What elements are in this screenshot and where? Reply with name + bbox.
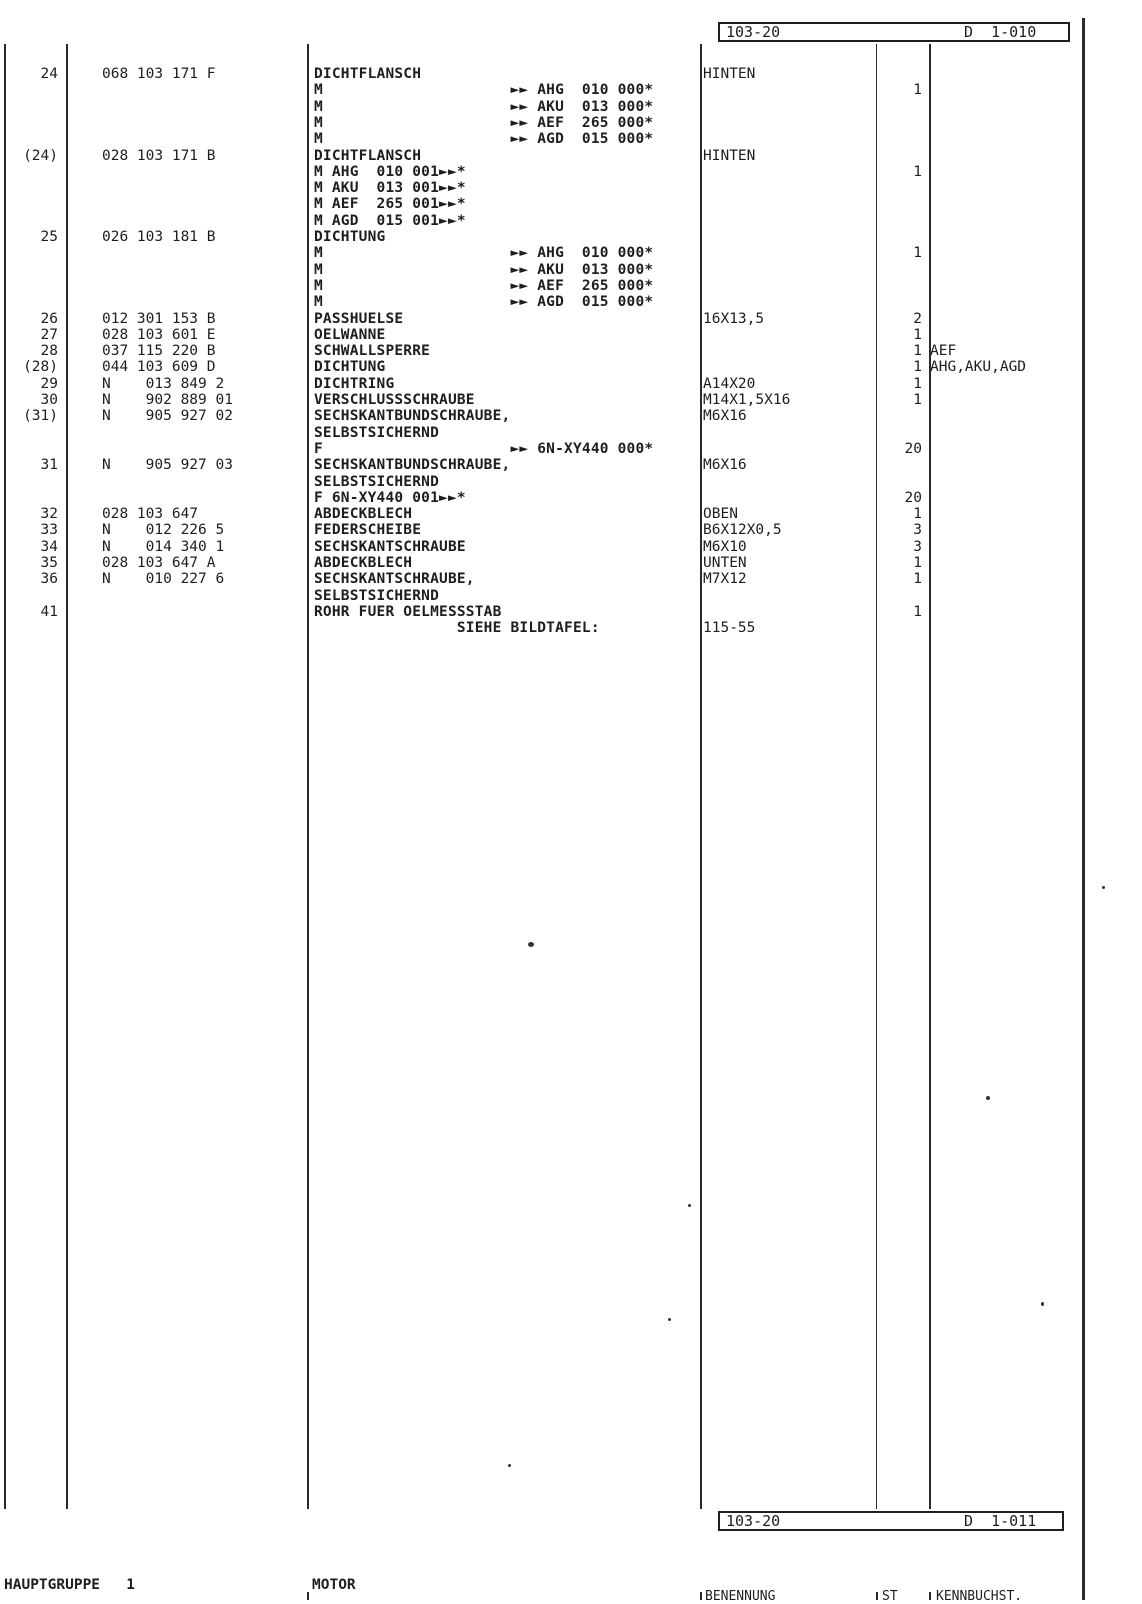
part-number: 037 115 220 B — [102, 343, 216, 360]
part-description: SELBSTSICHERND — [314, 473, 440, 490]
quantity: 1 — [913, 555, 922, 571]
model-code: AHG,AKU,AGD — [930, 359, 1027, 376]
position-number: 28 — [40, 343, 58, 360]
part-spec: 16X13,5 — [703, 310, 765, 327]
quantity: 1 — [913, 245, 922, 262]
position-number: 41 — [40, 603, 58, 620]
footer-group-number: 103-20 — [726, 1512, 781, 1530]
header-group-number: 103-20 — [726, 23, 781, 41]
scan-speck — [1041, 1302, 1044, 1306]
part-spec: OBEN — [703, 506, 738, 523]
page-header-box-bottom — [718, 1511, 1064, 1531]
part-spec: B6X12X0,5 — [703, 522, 782, 539]
table-row — [0, 490, 1142, 506]
part-description: VERSCHLUSSSCHRAUBE — [314, 392, 475, 408]
scan-speck — [688, 1204, 691, 1207]
part-spec: HINTEN — [703, 66, 756, 82]
table-row — [0, 213, 1142, 229]
part-description: DICHTFLANSCH — [314, 147, 422, 164]
table-row — [0, 506, 1142, 522]
part-number: 028 103 601 E — [102, 326, 216, 343]
part-description: F 6N-XY440 001►►* — [314, 489, 466, 506]
quantity: 1 — [913, 343, 922, 360]
position-number: 35 — [40, 555, 58, 571]
table-row — [0, 376, 1142, 392]
part-description: M ►► AHG 010 000* — [314, 245, 654, 262]
part-number: N 902 889 01 — [102, 392, 233, 408]
quantity: 1 — [913, 326, 922, 343]
position-number: (24) — [23, 147, 58, 164]
table-row — [0, 425, 1142, 441]
main-group-label: HAUPTGRUPPE 1 — [4, 1577, 135, 1593]
position-number: 26 — [40, 310, 58, 327]
table-row — [0, 604, 1142, 620]
table-row — [0, 229, 1142, 245]
quantity: 1 — [913, 571, 922, 588]
part-description: SELBSTSICHERND — [314, 587, 440, 604]
part-number: 028 103 647 — [102, 506, 199, 523]
part-number: N 012 226 5 — [102, 522, 225, 539]
table-row — [0, 311, 1142, 327]
part-description: PASSHUELSE — [314, 310, 404, 327]
part-number: N 905 927 02 — [102, 408, 233, 425]
position-number: 33 — [40, 522, 58, 539]
quantity: 1 — [913, 506, 922, 523]
table-row — [0, 278, 1142, 294]
part-description: SECHSKANTBUNDSCHRAUBE, — [314, 408, 511, 425]
footer-divider — [876, 1592, 878, 1600]
page-header-box-top — [718, 22, 1070, 42]
table-row — [0, 148, 1142, 164]
table-row — [0, 245, 1142, 261]
part-description: SECHSKANTSCHRAUBE, — [314, 571, 475, 588]
position-number: 27 — [40, 326, 58, 343]
part-spec: M6X16 — [703, 457, 747, 474]
table-row — [0, 115, 1142, 131]
column-header-mark: KENNBUCHST. — [936, 1589, 1023, 1604]
scan-speck — [528, 942, 534, 947]
part-number: 028 103 171 B — [102, 147, 216, 164]
footer-divider — [929, 1592, 931, 1600]
part-description: SCHWALLSPERRE — [314, 343, 431, 360]
part-description: ABDECKBLECH — [314, 555, 413, 571]
part-description: SECHSKANTBUNDSCHRAUBE, — [314, 457, 511, 474]
quantity: 1 — [913, 603, 922, 620]
quantity: 3 — [913, 538, 922, 555]
table-row — [0, 359, 1142, 375]
part-spec: M7X12 — [703, 571, 747, 588]
part-description: M ►► AEF 265 000* — [314, 277, 654, 294]
part-description: M AHG 010 001►►* — [314, 163, 466, 180]
column-header-qty: ST — [882, 1589, 898, 1604]
part-number: 012 301 153 B — [102, 310, 216, 327]
position-number: 25 — [40, 229, 58, 245]
main-group-name: MOTOR — [312, 1577, 356, 1593]
quantity: 1 — [913, 82, 922, 99]
part-spec: 115-55 — [703, 620, 756, 637]
part-description: SELBSTSICHERND — [314, 424, 440, 441]
position-number: 32 — [40, 506, 58, 523]
part-description: M ►► AEF 265 000* — [314, 114, 654, 131]
footer-page-number: D 1-011 — [964, 1512, 1037, 1530]
part-number: N 010 227 6 — [102, 571, 225, 588]
scan-speck — [1102, 886, 1105, 889]
quantity: 1 — [913, 392, 922, 408]
quantity: 3 — [913, 522, 922, 539]
part-description: FEDERSCHEIBE — [314, 522, 422, 539]
part-description: F ►► 6N-XY440 000* — [314, 440, 654, 457]
position-number: (28) — [23, 359, 58, 376]
table-row — [0, 343, 1142, 359]
position-number: 36 — [40, 571, 58, 588]
part-description: DICHTUNG — [314, 229, 386, 245]
part-description: M ►► AHG 010 000* — [314, 82, 654, 99]
footer-divider — [307, 1592, 309, 1600]
part-number: 026 103 181 B — [102, 229, 216, 245]
footer-divider — [700, 1592, 702, 1600]
table-row — [0, 196, 1142, 212]
part-description: M AEF 265 001►►* — [314, 196, 466, 213]
part-description: ABDECKBLECH — [314, 506, 413, 523]
table-row — [0, 522, 1142, 538]
part-number: N 014 340 1 — [102, 538, 225, 555]
part-description: M ►► AGD 015 000* — [314, 294, 654, 311]
quantity: 20 — [904, 440, 922, 457]
part-spec: M6X16 — [703, 408, 747, 425]
table-row — [0, 131, 1142, 147]
table-row — [0, 441, 1142, 457]
part-description: M ►► AKU 013 000* — [314, 261, 654, 278]
table-row — [0, 262, 1142, 278]
part-number: N 013 849 2 — [102, 375, 225, 392]
part-number: 068 103 171 F — [102, 66, 216, 82]
part-spec: HINTEN — [703, 147, 756, 164]
table-row — [0, 571, 1142, 587]
quantity: 1 — [913, 163, 922, 180]
position-number: 31 — [40, 457, 58, 474]
table-row — [0, 82, 1142, 98]
table-row — [0, 555, 1142, 571]
table-row — [0, 180, 1142, 196]
part-description: OELWANNE — [314, 326, 386, 343]
quantity: 20 — [904, 489, 922, 506]
part-spec: UNTEN — [703, 555, 747, 571]
part-number: 028 103 647 A — [102, 555, 216, 571]
part-description: M ►► AGD 015 000* — [314, 131, 654, 148]
part-number: 044 103 609 D — [102, 359, 216, 376]
part-description: SIEHE BILDTAFEL: — [314, 620, 600, 637]
scan-speck — [668, 1318, 671, 1321]
table-row — [0, 164, 1142, 180]
position-number: 24 — [40, 66, 58, 82]
part-description: DICHTFLANSCH — [314, 66, 422, 82]
table-row — [0, 457, 1142, 473]
part-description: DICHTRING — [314, 375, 395, 392]
header-page-number: D 1-010 — [964, 23, 1037, 41]
table-row — [0, 392, 1142, 408]
part-description: SECHSKANTSCHRAUBE — [314, 538, 466, 555]
quantity: 2 — [913, 310, 922, 327]
part-number: N 905 927 03 — [102, 457, 233, 474]
scan-speck — [986, 1096, 990, 1100]
column-header-designation: BENENNUNG — [705, 1589, 776, 1604]
part-description: M AKU 013 001►►* — [314, 180, 466, 197]
part-description: DICHTUNG — [314, 359, 386, 376]
scan-speck — [508, 1464, 511, 1467]
part-spec: M14X1,5X16 — [703, 392, 791, 408]
position-number: 29 — [40, 375, 58, 392]
table-row — [0, 539, 1142, 555]
quantity: 1 — [913, 359, 922, 376]
table-row — [0, 99, 1142, 115]
table-row — [0, 474, 1142, 490]
table-row — [0, 620, 1142, 636]
table-row — [0, 66, 1142, 82]
table-row — [0, 408, 1142, 424]
quantity: 1 — [913, 375, 922, 392]
part-description: M AGD 015 001►►* — [314, 212, 466, 229]
part-spec: A14X20 — [703, 375, 756, 392]
position-number: 34 — [40, 538, 58, 555]
position-number: 30 — [40, 392, 58, 408]
table-row — [0, 294, 1142, 310]
model-code: AEF — [930, 343, 957, 360]
part-spec: M6X10 — [703, 538, 747, 555]
part-description: ROHR FUER OELMESSSTAB — [314, 603, 502, 620]
table-row — [0, 588, 1142, 604]
position-number: (31) — [23, 408, 58, 425]
part-description: M ►► AKU 013 000* — [314, 98, 654, 115]
table-row — [0, 327, 1142, 343]
